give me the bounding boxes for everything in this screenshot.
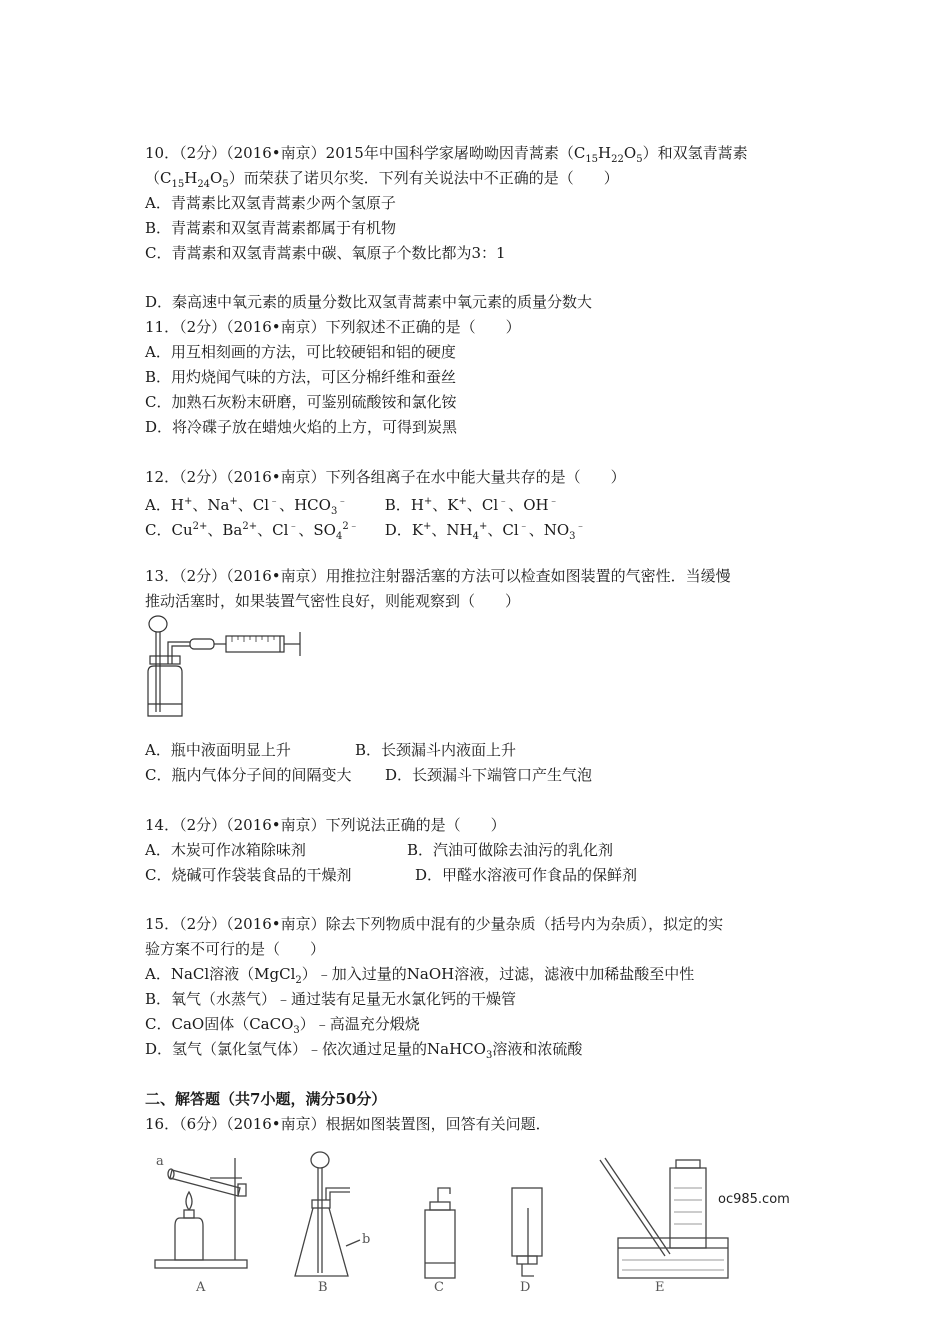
q16-fig-label-a: A [196,1280,206,1295]
q14-options-ab [145,840,613,860]
q12-stem: 12．（2分）（2016•南京）下列各组离子在水中能大量共存的是（ ） [145,468,626,486]
q16-stem: 16．（6分）（2016•南京）根据如图装置图，回答有关问题． [145,1115,551,1133]
q14-option-c: C．烧碱可作袋装食品的干燥剂 [145,866,352,884]
q10-option-a: A．青蒿素比双氢青蒿素少两个氢原子 [145,194,396,212]
q15-option-b: B．氧气（水蒸气）﹣通过装有足量无水氯化钙的干燥管 [145,990,517,1008]
q13-option-a: A．瓶中液面明显上升 [145,741,291,759]
q16-fig-label-c: C [434,1280,444,1295]
q15-option-a: A．NaCl溶液（MgCl$_2$）﹣加入过量的NaOH溶液，过滤，滤液中加稀盐酸至中性 [145,965,695,986]
q10-stem-line2: $(C_{15}H_{24}O_5)$而荣获了诺贝尔奖．下列有关说法中不正确的是（ ） [145,169,619,190]
q11-option-a: A．用互相刻画的方法，可比较硬铝和铝的硬度 [145,343,456,361]
q13-options-cd [145,765,592,785]
q12-option-c: C．$Cu^{2+}$、$Ba^{2+}$、Cl﹣、$SO_4^{2﹣}$ [145,521,359,542]
q14-option-a: A．木炭可作冰箱除味剂 [145,841,306,859]
q15-stem-line2: 验方案不可行的是（ ） [145,940,326,958]
q10-option-b: B．青蒿素和双氢青蒿素都属于有机物 [145,219,397,237]
q16-fig-label-d: D [520,1280,531,1295]
q14-option-d: D．甲醛水溶液可作食品的保鲜剂 [415,866,638,884]
q13-stem-line2: 推动活塞时，如果装置气密性良好，则能观察到（ ） [145,592,521,610]
q11-option-b: B．用灼烧闻气味的方法，可区分棉纤维和蚕丝 [145,368,457,386]
q12-options-cd [145,517,586,547]
q12-option-d: D．K+、$NH_4^+$、Cl﹣、$NO_3^﹣$ [384,521,586,542]
q16-label-b: b [362,1232,371,1247]
q10-option-d: D．秦高速中氧元素的质量分数比双氢青蒿素中氧元素的质量分数大 [145,293,593,311]
section-title: 二、解答题（共7小题，满分50分） [145,1090,387,1108]
q14-stem: 14．（2分）（2016•南京）下列说法正确的是（ ） [145,816,506,834]
q13-options-ab [145,740,516,760]
q13-stem-line1: 13．（2分）（2016•南京）用推拉注射器活塞的方法可以检查如图装置的气密性．当缓慢 [145,567,731,585]
q15-option-d: D．氢气（氯化氢气体）﹣依次通过足量的NaHCO$_3$溶液和浓硫酸 [145,1040,583,1061]
q11-option-d: D．将冷碟子放在蜡烛火焰的上方，可得到炭黑 [145,418,458,436]
q15-option-c: C．CaO固体（CaCO$_3$）﹣高温充分煅烧 [145,1015,420,1036]
watermark: oc985.com [718,1192,790,1207]
q16-fig-label-b: B [318,1280,328,1295]
q11-option-c: C．加熟石灰粉末研磨，可鉴别硫酸铵和氯化铵 [145,393,457,411]
q16-fig-label-e: E [655,1280,665,1295]
q10-stem-line1: 10．（2分）（2016•南京）2015年中国科学家屠呦呦因青蒿素$(C_{15}H_{22}O_5)$和双氢青蒿素 [145,144,748,165]
q11-stem: 11．（2分）（2016•南京）下列叙述不正确的是（ ） [145,318,521,336]
q16-label-a: a [156,1154,164,1169]
q16-apparatus-figure [150,1148,730,1298]
q15-stem-line1: 15．（2分）（2016•南京）除去下列物质中混有的少量杂质（括号内为杂质），拟定的实 [145,915,724,933]
q13-apparatus-figure [140,612,330,722]
q13-option-d: D．长颈漏斗下端管口产生气泡 [385,766,593,784]
q13-option-c: C．瓶内气体分子间的间隔变大 [145,766,352,784]
q13-option-b: B．长颈漏斗内液面上升 [355,741,517,759]
q12-option-a: A．H+、Na+、Cl﹣、$HCO_3^﹣$ [145,496,348,517]
q14-options-cd [145,865,637,885]
q12-option-b: B．H+、K+、Cl﹣、OH﹣ [384,496,559,514]
q14-option-b: B．汽油可做除去油污的乳化剂 [407,841,614,859]
q10-option-c: C．青蒿素和双氢青蒿素中碳、氧原子个数比都为3：1 [145,244,506,262]
